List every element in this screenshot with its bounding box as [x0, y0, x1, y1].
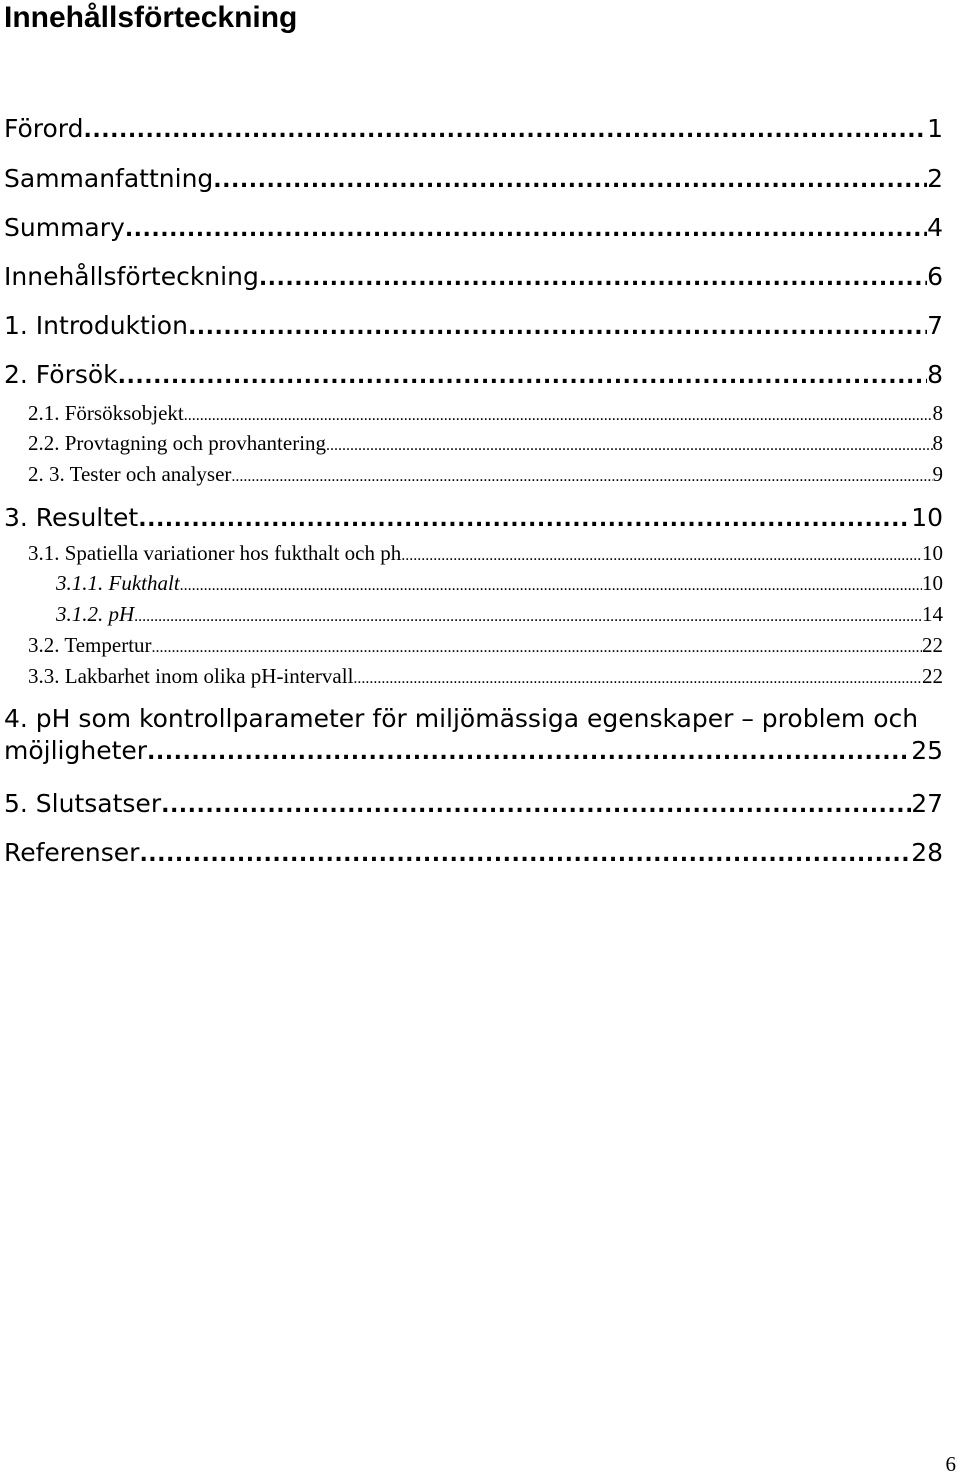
toc-entry-page: 27	[911, 789, 943, 818]
toc-entry-label: Referenser	[4, 838, 140, 867]
toc-entry-page: 10	[922, 571, 943, 595]
toc-entry-label: 5. Slutsatser	[4, 789, 162, 818]
toc-entry-page: 8	[927, 360, 943, 389]
dot-leader	[138, 507, 911, 532]
dot-leader	[147, 740, 911, 765]
toc-entry-page: 14	[922, 602, 943, 626]
toc-entry-label: 3.1. Spatiella variationer hos fukthalt och ph	[28, 541, 402, 565]
dot-leader	[259, 266, 927, 291]
dot-leader	[118, 364, 927, 389]
toc-entry-ph-kontrollparameter[interactable]	[4, 704, 943, 765]
dot-leader	[213, 168, 927, 193]
toc-entry-resultet[interactable]	[4, 503, 943, 532]
dot-leader	[84, 118, 928, 143]
toc-entry-label: 3.3. Lakbarhet inom olika pH-intervall	[28, 664, 354, 688]
dot-leader	[188, 315, 927, 340]
toc-entry-label: Innehållsförteckning	[4, 262, 259, 291]
dot-leader	[401, 547, 922, 565]
toc-entry-page: 10	[911, 503, 943, 532]
page-number: 6	[945, 1452, 956, 1476]
toc-entry-page: 22	[922, 664, 943, 688]
dot-leader	[161, 793, 911, 818]
toc-entry-page: 9	[932, 462, 943, 486]
toc-entry-forsok[interactable]	[4, 360, 943, 389]
toc-entry-tempertur[interactable]	[4, 633, 943, 658]
toc-entry-page: 10	[922, 541, 943, 565]
dot-leader	[184, 407, 933, 425]
toc-entry-label-continued: möjligheter	[4, 736, 148, 765]
toc-entry-label: 3. Resultet	[4, 503, 139, 532]
dot-leader	[134, 608, 922, 626]
toc-entry-label: Sammanfattning	[4, 164, 214, 193]
toc-entry-label: 3.1.2. pH	[56, 602, 135, 626]
toc-entry-page: 28	[911, 838, 943, 867]
toc-entry-page: 6	[927, 262, 943, 291]
toc-entry-label: Summary	[4, 213, 125, 242]
toc-entry-tester-och-analyser[interactable]	[4, 462, 943, 487]
toc-entry-forsoksobjekt[interactable]	[4, 401, 943, 426]
toc-entry-forord[interactable]	[4, 114, 943, 143]
toc-entry-label: Förord	[4, 114, 84, 143]
toc-entry-sammanfattning[interactable]	[4, 164, 943, 193]
toc-entry-fukthalt[interactable]	[4, 571, 943, 596]
dot-leader	[152, 639, 922, 657]
toc-entry-page: 2	[927, 164, 943, 193]
toc-entry-introduktion[interactable]	[4, 311, 943, 340]
dot-leader	[326, 437, 932, 455]
toc-entry-innehallsforteckning[interactable]	[4, 262, 943, 291]
toc-entry-page: 4	[927, 213, 943, 242]
toc-entry-spatiella-variationer[interactable]	[4, 541, 943, 566]
toc-entry-referenser[interactable]	[4, 838, 943, 867]
table-of-contents	[4, 0, 943, 900]
toc-entry-label: 1. Introduktion	[4, 311, 188, 340]
toc-entry-label: 2.2. Provtagning och provhantering	[28, 431, 327, 455]
toc-entry-page: 8	[932, 401, 943, 425]
toc-entry-label: 3.2. Tempertur	[28, 633, 152, 657]
toc-entry-label: 2.1. Försöksobjekt	[28, 401, 184, 425]
toc-entry-summary[interactable]	[4, 213, 943, 242]
toc-entry-slutsatser[interactable]	[4, 789, 943, 818]
toc-entry-label: 4. pH som kontrollparameter för miljömässiga egenskaper – problem och	[4, 704, 919, 733]
dot-leader	[180, 577, 922, 595]
page-title: Innehållsförteckning	[4, 1, 298, 34]
toc-entry-page: 25	[911, 736, 943, 765]
toc-entry-page: 7	[927, 311, 943, 340]
toc-entry-provtagning[interactable]	[4, 431, 943, 456]
dot-leader	[353, 670, 922, 688]
dot-leader	[231, 468, 932, 486]
dot-leader	[139, 842, 911, 867]
dot-leader	[125, 217, 927, 242]
toc-entry-page: 22	[922, 633, 943, 657]
toc-entry-label: 3.1.1. Fukthalt	[56, 571, 180, 595]
toc-entry-ph[interactable]	[4, 602, 943, 627]
toc-entry-page: 8	[932, 431, 943, 455]
toc-entry-label: 2. 3. Tester och analyser	[28, 462, 232, 486]
toc-entry-label: 2. Försök	[4, 360, 118, 389]
toc-entry-lakbarhet[interactable]	[4, 664, 943, 689]
toc-entry-page: 1	[927, 114, 943, 143]
